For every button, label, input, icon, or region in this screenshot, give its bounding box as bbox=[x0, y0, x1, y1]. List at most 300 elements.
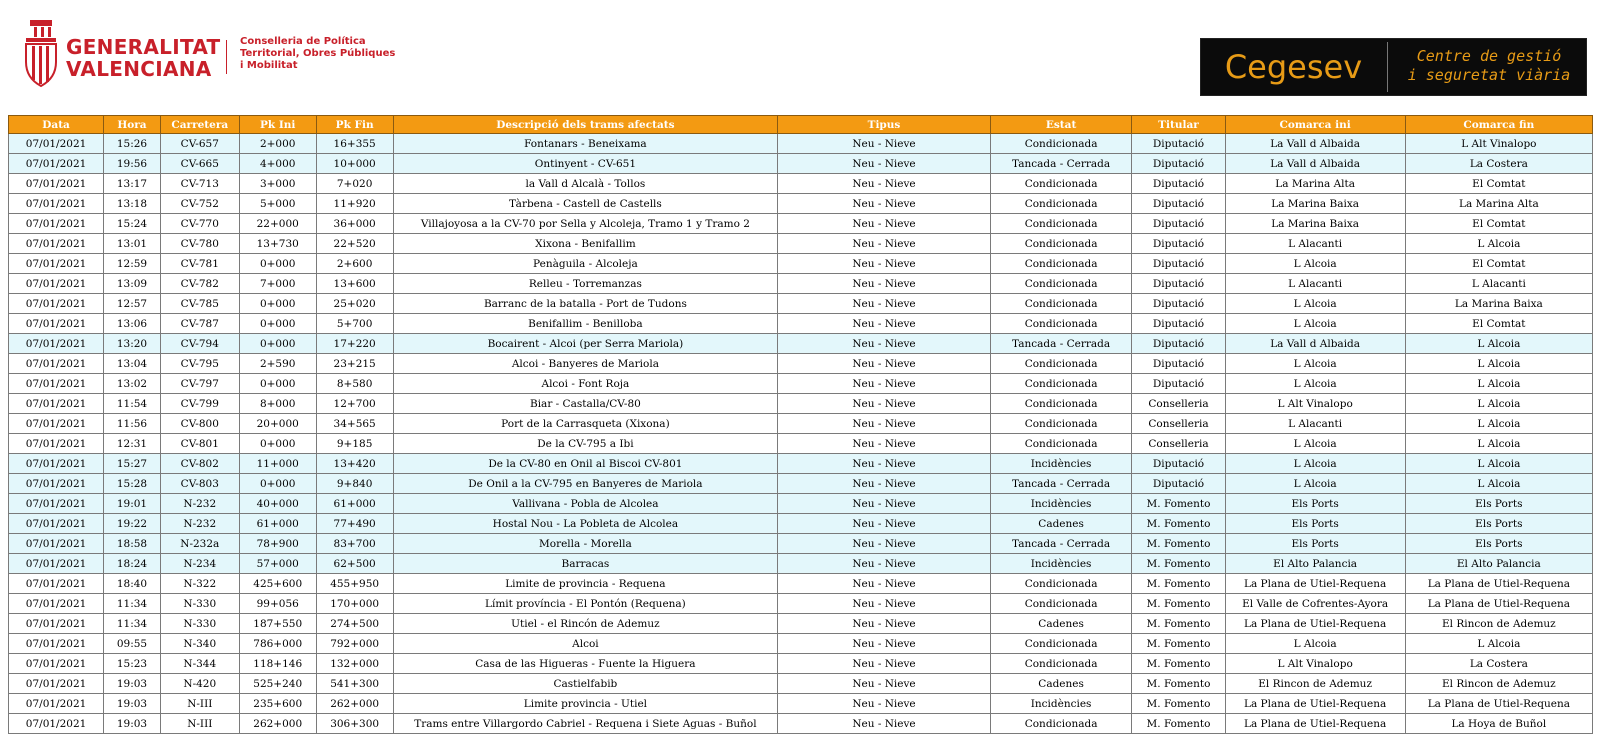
cell-comarca-ini: La Vall d Albaida bbox=[1225, 334, 1405, 354]
cell-descripcio: Tàrbena - Castell de Castells bbox=[393, 194, 778, 214]
cell-descripcio: Benifallim - Benilloba bbox=[393, 314, 778, 334]
cell-hora: 19:03 bbox=[104, 714, 161, 734]
cell-hora: 13:18 bbox=[104, 194, 161, 214]
cell-comarca-ini: La Plana de Utiel-Requena bbox=[1225, 714, 1405, 734]
cell-tipus: Neu - Nieve bbox=[778, 174, 991, 194]
generalitat-emblem-icon bbox=[22, 18, 62, 88]
cell-comarca-ini: La Marina Alta bbox=[1225, 174, 1405, 194]
table-row bbox=[9, 514, 1593, 534]
cell-pk-ini: 0+000 bbox=[239, 334, 316, 354]
cell-comarca-ini: L Alcoia bbox=[1225, 374, 1405, 394]
cell-comarca-ini: La Vall d Albaida bbox=[1225, 134, 1405, 154]
cell-estat: Condicionada bbox=[990, 194, 1132, 214]
cell-estat: Condicionada bbox=[990, 574, 1132, 594]
cell-carretera: N-344 bbox=[160, 654, 239, 674]
cell-carretera: N-234 bbox=[160, 554, 239, 574]
header-col-pk-ini: Pk Ini bbox=[239, 116, 316, 134]
cell-descripcio: Villajoyosa a la CV-70 por Sella y Alcoleja, Tramo 1 y Tramo 2 bbox=[393, 214, 778, 234]
table-row bbox=[9, 334, 1593, 354]
cell-estat: Tancada - Cerrada bbox=[990, 334, 1132, 354]
cell-tipus: Neu - Nieve bbox=[778, 654, 991, 674]
cell-descripcio: Morella - Morella bbox=[393, 534, 778, 554]
department-line-3: i Mobilitat bbox=[240, 60, 298, 71]
cell-comarca-fin: El Comtat bbox=[1405, 214, 1592, 234]
cell-titular: M. Fomento bbox=[1132, 614, 1225, 634]
cell-carretera: N-232 bbox=[160, 494, 239, 514]
cell-comarca-fin: Els Ports bbox=[1405, 534, 1592, 554]
table-row bbox=[9, 454, 1593, 474]
cell-comarca-fin: La Costera bbox=[1405, 654, 1592, 674]
cell-comarca-ini: L Alacanti bbox=[1225, 414, 1405, 434]
cell-carretera: CV-781 bbox=[160, 254, 239, 274]
cell-carretera: N-330 bbox=[160, 614, 239, 634]
cell-hora: 13:01 bbox=[104, 234, 161, 254]
cell-pk-ini: 7+000 bbox=[239, 274, 316, 294]
cell-comarca-fin: El Comtat bbox=[1405, 314, 1592, 334]
cell-tipus: Neu - Nieve bbox=[778, 374, 991, 394]
cell-estat: Tancada - Cerrada bbox=[990, 154, 1132, 174]
cell-comarca-fin: L Alcoia bbox=[1405, 394, 1592, 414]
cell-data: 07/01/2021 bbox=[9, 154, 104, 174]
cell-hora: 11:34 bbox=[104, 594, 161, 614]
cell-tipus: Neu - Nieve bbox=[778, 494, 991, 514]
cell-titular: Diputació bbox=[1132, 294, 1225, 314]
cell-hora: 15:26 bbox=[104, 134, 161, 154]
header-col-data: Data bbox=[9, 116, 104, 134]
cell-estat: Tancada - Cerrada bbox=[990, 474, 1132, 494]
cell-descripcio: Utiel - el Rincón de Ademuz bbox=[393, 614, 778, 634]
cell-titular: Diputació bbox=[1132, 354, 1225, 374]
cell-comarca-ini: Els Ports bbox=[1225, 514, 1405, 534]
cell-comarca-fin: Els Ports bbox=[1405, 494, 1592, 514]
cell-pk-ini: 187+550 bbox=[239, 614, 316, 634]
cell-comarca-ini: La Plana de Utiel-Requena bbox=[1225, 574, 1405, 594]
cell-tipus: Neu - Nieve bbox=[778, 594, 991, 614]
cell-carretera: N-340 bbox=[160, 634, 239, 654]
cell-titular: Diputació bbox=[1132, 274, 1225, 294]
cell-hora: 13:06 bbox=[104, 314, 161, 334]
cell-comarca-ini: L Alcoia bbox=[1225, 474, 1405, 494]
table-row bbox=[9, 594, 1593, 614]
cegesev-divider bbox=[1387, 42, 1388, 92]
table-row bbox=[9, 274, 1593, 294]
cell-data: 07/01/2021 bbox=[9, 334, 104, 354]
cell-pk-ini: 235+600 bbox=[239, 694, 316, 714]
cell-data: 07/01/2021 bbox=[9, 574, 104, 594]
cell-tipus: Neu - Nieve bbox=[778, 514, 991, 534]
cell-comarca-fin: La Marina Alta bbox=[1405, 194, 1592, 214]
cell-descripcio: Alcoi - Banyeres de Mariola bbox=[393, 354, 778, 374]
table-row bbox=[9, 434, 1593, 454]
cell-titular: Diputació bbox=[1132, 174, 1225, 194]
table-row bbox=[9, 414, 1593, 434]
cell-comarca-fin: La Plana de Utiel-Requena bbox=[1405, 594, 1592, 614]
cell-tipus: Neu - Nieve bbox=[778, 294, 991, 314]
header-col-hora: Hora bbox=[104, 116, 161, 134]
cell-titular: Conselleria bbox=[1132, 434, 1225, 454]
cell-pk-fin: 12+700 bbox=[316, 394, 393, 414]
cell-comarca-fin: El Rincon de Ademuz bbox=[1405, 614, 1592, 634]
table-header-row bbox=[9, 116, 1593, 134]
cell-data: 07/01/2021 bbox=[9, 494, 104, 514]
cell-comarca-ini: La Plana de Utiel-Requena bbox=[1225, 614, 1405, 634]
cell-estat: Condicionada bbox=[990, 314, 1132, 334]
table-body bbox=[9, 134, 1593, 734]
cell-hora: 11:56 bbox=[104, 414, 161, 434]
cell-comarca-fin: El Comtat bbox=[1405, 254, 1592, 274]
cell-hora: 12:57 bbox=[104, 294, 161, 314]
cell-comarca-ini: L Alt Vinalopo bbox=[1225, 394, 1405, 414]
table-row bbox=[9, 314, 1593, 334]
cell-pk-fin: 132+000 bbox=[316, 654, 393, 674]
cell-data: 07/01/2021 bbox=[9, 674, 104, 694]
cell-pk-fin: 62+500 bbox=[316, 554, 393, 574]
generalitat-name bbox=[66, 36, 221, 80]
cell-comarca-fin: El Rincon de Ademuz bbox=[1405, 674, 1592, 694]
logo-divider bbox=[226, 40, 227, 74]
cell-comarca-ini: Els Ports bbox=[1225, 534, 1405, 554]
cell-comarca-fin: Els Ports bbox=[1405, 514, 1592, 534]
cell-hora: 19:22 bbox=[104, 514, 161, 534]
cell-estat: Condicionada bbox=[990, 354, 1132, 374]
cell-tipus: Neu - Nieve bbox=[778, 674, 991, 694]
cell-pk-ini: 425+600 bbox=[239, 574, 316, 594]
cell-titular: Diputació bbox=[1132, 474, 1225, 494]
cell-estat: Cadenes bbox=[990, 674, 1132, 694]
road-incidents-table bbox=[8, 115, 1593, 734]
cell-comarca-ini: L Alcoia bbox=[1225, 354, 1405, 374]
cell-carretera: CV-770 bbox=[160, 214, 239, 234]
table-row bbox=[9, 654, 1593, 674]
table-row bbox=[9, 234, 1593, 254]
cell-titular: Diputació bbox=[1132, 134, 1225, 154]
header-col-tipus: Tipus bbox=[778, 116, 991, 134]
cell-carretera: CV-657 bbox=[160, 134, 239, 154]
cell-descripcio: Castielfabib bbox=[393, 674, 778, 694]
cell-tipus: Neu - Nieve bbox=[778, 634, 991, 654]
cell-pk-ini: 786+000 bbox=[239, 634, 316, 654]
table-row bbox=[9, 374, 1593, 394]
cell-hora: 15:28 bbox=[104, 474, 161, 494]
cell-comarca-fin: La Hoya de Buñol bbox=[1405, 714, 1592, 734]
cell-comarca-fin: L Alcoia bbox=[1405, 414, 1592, 434]
header-col-estat: Estat bbox=[990, 116, 1132, 134]
cell-estat: Condicionada bbox=[990, 634, 1132, 654]
cell-pk-fin: 61+000 bbox=[316, 494, 393, 514]
cell-pk-fin: 10+000 bbox=[316, 154, 393, 174]
cell-hora: 19:03 bbox=[104, 694, 161, 714]
cell-descripcio: Bocairent - Alcoi (per Serra Mariola) bbox=[393, 334, 778, 354]
cell-pk-ini: 0+000 bbox=[239, 294, 316, 314]
cell-hora: 15:23 bbox=[104, 654, 161, 674]
table-row bbox=[9, 214, 1593, 234]
cell-comarca-fin: La Costera bbox=[1405, 154, 1592, 174]
cell-tipus: Neu - Nieve bbox=[778, 694, 991, 714]
cell-estat: Condicionada bbox=[990, 214, 1132, 234]
cell-titular: M. Fomento bbox=[1132, 714, 1225, 734]
cell-hora: 19:03 bbox=[104, 674, 161, 694]
cell-descripcio: Barracas bbox=[393, 554, 778, 574]
cell-pk-fin: 13+600 bbox=[316, 274, 393, 294]
table-row bbox=[9, 154, 1593, 174]
cell-carretera: CV-801 bbox=[160, 434, 239, 454]
cell-estat: Condicionada bbox=[990, 274, 1132, 294]
cell-data: 07/01/2021 bbox=[9, 554, 104, 574]
cell-tipus: Neu - Nieve bbox=[778, 214, 991, 234]
cell-carretera: CV-795 bbox=[160, 354, 239, 374]
table-row bbox=[9, 254, 1593, 274]
cell-titular: Diputació bbox=[1132, 334, 1225, 354]
header-col-comarca-ini: Comarca ini bbox=[1225, 116, 1405, 134]
cell-titular: Conselleria bbox=[1132, 414, 1225, 434]
cell-hora: 13:02 bbox=[104, 374, 161, 394]
cell-hora: 12:31 bbox=[104, 434, 161, 454]
cell-comarca-fin: L Alacanti bbox=[1405, 274, 1592, 294]
cell-descripcio: Port de la Carrasqueta (Xixona) bbox=[393, 414, 778, 434]
cell-pk-fin: 306+300 bbox=[316, 714, 393, 734]
cell-tipus: Neu - Nieve bbox=[778, 414, 991, 434]
cell-hora: 18:24 bbox=[104, 554, 161, 574]
cell-carretera: CV-803 bbox=[160, 474, 239, 494]
cell-pk-ini: 3+000 bbox=[239, 174, 316, 194]
cell-pk-ini: 0+000 bbox=[239, 374, 316, 394]
cell-comarca-ini: L Alcoia bbox=[1225, 254, 1405, 274]
cell-carretera: CV-713 bbox=[160, 174, 239, 194]
cell-descripcio: Alcoi - Font Roja bbox=[393, 374, 778, 394]
cell-tipus: Neu - Nieve bbox=[778, 574, 991, 594]
cell-comarca-fin: L Alcoia bbox=[1405, 234, 1592, 254]
cell-estat: Condicionada bbox=[990, 294, 1132, 314]
cell-pk-ini: 20+000 bbox=[239, 414, 316, 434]
cell-tipus: Neu - Nieve bbox=[778, 554, 991, 574]
header-col-carretera: Carretera bbox=[160, 116, 239, 134]
cell-comarca-fin: La Marina Baixa bbox=[1405, 294, 1592, 314]
cell-pk-fin: 17+220 bbox=[316, 334, 393, 354]
cell-estat: Condicionada bbox=[990, 254, 1132, 274]
cell-data: 07/01/2021 bbox=[9, 174, 104, 194]
cell-data: 07/01/2021 bbox=[9, 454, 104, 474]
cell-data: 07/01/2021 bbox=[9, 254, 104, 274]
cell-data: 07/01/2021 bbox=[9, 314, 104, 334]
cell-titular: Diputació bbox=[1132, 374, 1225, 394]
cell-pk-ini: 0+000 bbox=[239, 254, 316, 274]
cell-pk-ini: 0+000 bbox=[239, 314, 316, 334]
cell-titular: M. Fomento bbox=[1132, 694, 1225, 714]
cell-hora: 09:55 bbox=[104, 634, 161, 654]
cell-pk-fin: 22+520 bbox=[316, 234, 393, 254]
table-header bbox=[9, 116, 1593, 134]
table-row bbox=[9, 474, 1593, 494]
cell-pk-fin: 16+355 bbox=[316, 134, 393, 154]
cell-estat: Condicionada bbox=[990, 654, 1132, 674]
table-row bbox=[9, 134, 1593, 154]
cell-data: 07/01/2021 bbox=[9, 594, 104, 614]
cell-comarca-ini: L Alcoia bbox=[1225, 314, 1405, 334]
cell-estat: Cadenes bbox=[990, 514, 1132, 534]
cell-descripcio: Relleu - Torremanzas bbox=[393, 274, 778, 294]
cell-pk-fin: 23+215 bbox=[316, 354, 393, 374]
cell-data: 07/01/2021 bbox=[9, 414, 104, 434]
cell-descripcio: Penàguila - Alcoleja bbox=[393, 254, 778, 274]
cell-data: 07/01/2021 bbox=[9, 374, 104, 394]
cell-comarca-fin: La Plana de Utiel-Requena bbox=[1405, 694, 1592, 714]
cell-tipus: Neu - Nieve bbox=[778, 274, 991, 294]
cell-comarca-ini: L Alcoia bbox=[1225, 294, 1405, 314]
cell-comarca-ini: La Marina Baixa bbox=[1225, 194, 1405, 214]
cell-carretera: CV-799 bbox=[160, 394, 239, 414]
cegesev-tagline-2: i seguretat viària bbox=[1407, 66, 1571, 84]
cell-pk-fin: 170+000 bbox=[316, 594, 393, 614]
cell-comarca-fin: L Alcoia bbox=[1405, 634, 1592, 654]
cell-hora: 13:09 bbox=[104, 274, 161, 294]
department-line-2: Territorial, Obres Públiques bbox=[240, 48, 396, 59]
cell-pk-ini: 2+590 bbox=[239, 354, 316, 374]
cell-estat: Incidències bbox=[990, 454, 1132, 474]
cell-hora: 11:34 bbox=[104, 614, 161, 634]
cell-estat: Tancada - Cerrada bbox=[990, 534, 1132, 554]
header-col-pk-fin: Pk Fin bbox=[316, 116, 393, 134]
table-row bbox=[9, 714, 1593, 734]
cell-pk-ini: 78+900 bbox=[239, 534, 316, 554]
cell-pk-fin: 9+840 bbox=[316, 474, 393, 494]
cell-tipus: Neu - Nieve bbox=[778, 234, 991, 254]
cell-titular: M. Fomento bbox=[1132, 634, 1225, 654]
cell-carretera: N-322 bbox=[160, 574, 239, 594]
cell-carretera: N-232a bbox=[160, 534, 239, 554]
cell-estat: Incidències bbox=[990, 694, 1132, 714]
cell-pk-fin: 262+000 bbox=[316, 694, 393, 714]
cell-comarca-fin: L Alcoia bbox=[1405, 434, 1592, 454]
cell-data: 07/01/2021 bbox=[9, 194, 104, 214]
cell-pk-fin: 455+950 bbox=[316, 574, 393, 594]
cell-data: 07/01/2021 bbox=[9, 434, 104, 454]
cell-pk-ini: 525+240 bbox=[239, 674, 316, 694]
cell-data: 07/01/2021 bbox=[9, 274, 104, 294]
cell-estat: Condicionada bbox=[990, 714, 1132, 734]
cell-carretera: N-III bbox=[160, 694, 239, 714]
cell-descripcio: Barranc de la batalla - Port de Tudons bbox=[393, 294, 778, 314]
cell-comarca-ini: L Alcoia bbox=[1225, 434, 1405, 454]
table-row bbox=[9, 634, 1593, 654]
cell-carretera: CV-665 bbox=[160, 154, 239, 174]
cegesev-logo bbox=[1200, 38, 1587, 96]
cell-pk-ini: 40+000 bbox=[239, 494, 316, 514]
cell-estat: Condicionada bbox=[990, 394, 1132, 414]
table-row bbox=[9, 194, 1593, 214]
cell-estat: Condicionada bbox=[990, 374, 1132, 394]
cell-comarca-fin: L Alcoia bbox=[1405, 454, 1592, 474]
cell-pk-fin: 83+700 bbox=[316, 534, 393, 554]
cell-comarca-fin: El Alto Palancia bbox=[1405, 554, 1592, 574]
cell-hora: 19:01 bbox=[104, 494, 161, 514]
cell-pk-fin: 36+000 bbox=[316, 214, 393, 234]
cell-pk-ini: 118+146 bbox=[239, 654, 316, 674]
cell-titular: M. Fomento bbox=[1132, 514, 1225, 534]
cell-tipus: Neu - Nieve bbox=[778, 354, 991, 374]
cell-data: 07/01/2021 bbox=[9, 354, 104, 374]
cell-estat: Condicionada bbox=[990, 234, 1132, 254]
cell-descripcio: Vallivana - Pobla de Alcolea bbox=[393, 494, 778, 514]
cell-hora: 15:27 bbox=[104, 454, 161, 474]
header-col-comarca-fin: Comarca fin bbox=[1405, 116, 1592, 134]
table-row bbox=[9, 574, 1593, 594]
cell-data: 07/01/2021 bbox=[9, 394, 104, 414]
cell-pk-ini: 13+730 bbox=[239, 234, 316, 254]
cell-carretera: CV-787 bbox=[160, 314, 239, 334]
cell-descripcio: Casa de las Higueras - Fuente la Higuera bbox=[393, 654, 778, 674]
cell-titular: Diputació bbox=[1132, 234, 1225, 254]
cell-pk-fin: 792+000 bbox=[316, 634, 393, 654]
cell-comarca-ini: La Vall d Albaida bbox=[1225, 154, 1405, 174]
cell-tipus: Neu - Nieve bbox=[778, 134, 991, 154]
cell-pk-fin: 11+920 bbox=[316, 194, 393, 214]
cell-estat: Condicionada bbox=[990, 174, 1132, 194]
cell-pk-ini: 11+000 bbox=[239, 454, 316, 474]
cell-pk-ini: 57+000 bbox=[239, 554, 316, 574]
cell-data: 07/01/2021 bbox=[9, 534, 104, 554]
department-name bbox=[240, 36, 410, 72]
cell-data: 07/01/2021 bbox=[9, 634, 104, 654]
cell-carretera: CV-752 bbox=[160, 194, 239, 214]
cell-carretera: N-330 bbox=[160, 594, 239, 614]
cell-descripcio: Limite provincia - Utiel bbox=[393, 694, 778, 714]
cell-pk-ini: 61+000 bbox=[239, 514, 316, 534]
cell-pk-ini: 99+056 bbox=[239, 594, 316, 614]
cell-data: 07/01/2021 bbox=[9, 134, 104, 154]
cell-hora: 15:24 bbox=[104, 214, 161, 234]
cell-comarca-ini: L Alacanti bbox=[1225, 234, 1405, 254]
cell-pk-ini: 262+000 bbox=[239, 714, 316, 734]
cell-pk-ini: 0+000 bbox=[239, 434, 316, 454]
cell-titular: M. Fomento bbox=[1132, 574, 1225, 594]
cell-comarca-fin: L Alcoia bbox=[1405, 374, 1592, 394]
cell-comarca-ini: La Marina Baixa bbox=[1225, 214, 1405, 234]
cell-comarca-ini: El Alto Palancia bbox=[1225, 554, 1405, 574]
cell-carretera: CV-794 bbox=[160, 334, 239, 354]
cell-tipus: Neu - Nieve bbox=[778, 454, 991, 474]
cell-estat: Condicionada bbox=[990, 594, 1132, 614]
cell-tipus: Neu - Nieve bbox=[778, 534, 991, 554]
cell-estat: Incidències bbox=[990, 494, 1132, 514]
cell-carretera: N-420 bbox=[160, 674, 239, 694]
cell-titular: M. Fomento bbox=[1132, 534, 1225, 554]
table-row bbox=[9, 494, 1593, 514]
cell-carretera: N-III bbox=[160, 714, 239, 734]
cell-titular: Diputació bbox=[1132, 254, 1225, 274]
cell-descripcio: De Onil a la CV-795 en Banyeres de Mariola bbox=[393, 474, 778, 494]
cell-comarca-fin: L Alt Vinalopo bbox=[1405, 134, 1592, 154]
cell-comarca-ini: L Alt Vinalopo bbox=[1225, 654, 1405, 674]
cell-titular: M. Fomento bbox=[1132, 554, 1225, 574]
cell-tipus: Neu - Nieve bbox=[778, 254, 991, 274]
cell-data: 07/01/2021 bbox=[9, 694, 104, 714]
cell-tipus: Neu - Nieve bbox=[778, 434, 991, 454]
cell-data: 07/01/2021 bbox=[9, 214, 104, 234]
table-row bbox=[9, 694, 1593, 714]
cell-descripcio: De la CV-80 en Onil al Biscoi CV-801 bbox=[393, 454, 778, 474]
cell-data: 07/01/2021 bbox=[9, 474, 104, 494]
cell-pk-fin: 25+020 bbox=[316, 294, 393, 314]
cell-tipus: Neu - Nieve bbox=[778, 474, 991, 494]
cell-estat: Condicionada bbox=[990, 134, 1132, 154]
cell-hora: 13:17 bbox=[104, 174, 161, 194]
cell-comarca-ini: Els Ports bbox=[1225, 494, 1405, 514]
cell-data: 07/01/2021 bbox=[9, 614, 104, 634]
cell-descripcio: Ontinyent - CV-651 bbox=[393, 154, 778, 174]
table-row bbox=[9, 354, 1593, 374]
cegesev-tagline-1: Centre de gestió bbox=[1416, 47, 1562, 65]
cell-hora: 18:40 bbox=[104, 574, 161, 594]
